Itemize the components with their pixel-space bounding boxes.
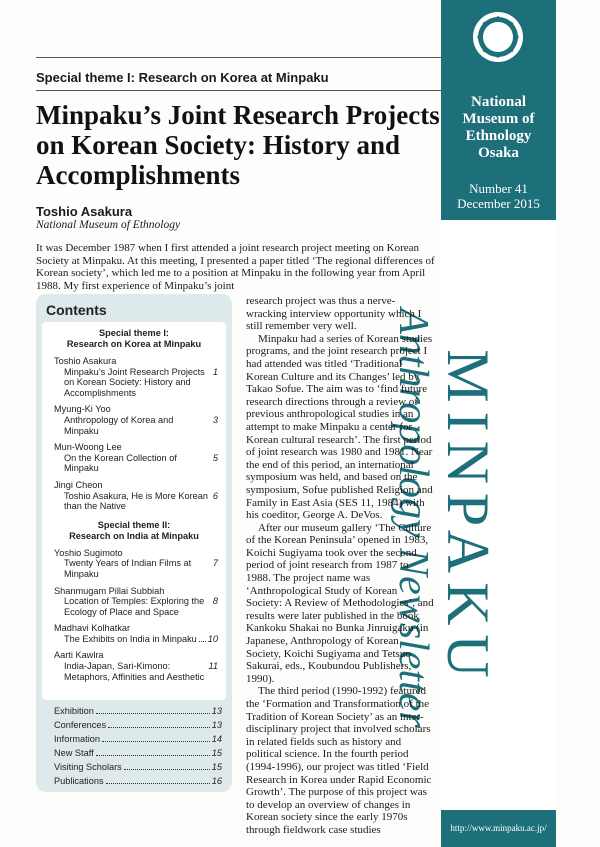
toc-entry-title: Anthropology of Korea and Minpaku	[64, 414, 174, 436]
toc-entry[interactable]	[54, 650, 218, 682]
toc-misc-label: Conferences	[54, 720, 107, 730]
masthead-subtitle: Anthropology Newsletter	[390, 308, 436, 728]
toc-list	[42, 548, 226, 683]
toc-entry-page: 7	[212, 558, 218, 569]
museum-line: National	[470, 94, 526, 110]
toc-misc-label: Publications	[54, 776, 104, 786]
toc-entry-author: Aarti Kawlra	[54, 650, 104, 661]
toc-entry-author: Shanmugam Pillai Subbiah	[54, 585, 165, 596]
toc-panel	[42, 322, 226, 700]
toc-entry-row	[54, 491, 218, 512]
toc-entry-page: 8	[212, 596, 218, 607]
toc-entry-row	[54, 661, 218, 682]
toc-section-line: Special theme I:	[99, 328, 169, 338]
toc-entry-title: Toshio Asakura, He is More Korean than the Native	[64, 490, 209, 512]
toc-entry-row	[54, 453, 218, 474]
article-lead-paragraph: It was December 1987 when I first attended a joint research project meeting on Korean Society at Minpaku. At this meeting, I presented a paper titled ‘The regional differences of Korean society’, which led me to a position at Minpaku in the following year from April 1988. My first experience of Minpaku’s joint	[36, 242, 435, 292]
toc-list	[42, 356, 226, 512]
toc-entry-author: Yoshio Sugimoto	[54, 547, 123, 558]
toc-misc-list	[54, 704, 222, 788]
contents-box	[36, 294, 232, 792]
toc-leader-dots	[96, 754, 210, 756]
toc-entry[interactable]	[54, 586, 218, 618]
toc-entry-author: Jingi Cheon	[54, 479, 103, 490]
toc-entry-page: 11	[208, 661, 218, 672]
divider	[36, 57, 441, 58]
toc-leader-dots	[96, 712, 210, 714]
toc-entry[interactable]	[54, 623, 218, 644]
toc-entry-page: 5	[212, 452, 218, 463]
toc-entry-title: Location of Temples: Exploring the Ecology of Place and Space	[64, 596, 205, 617]
toc-leader-dots	[108, 726, 210, 728]
toc-entry[interactable]	[54, 442, 218, 474]
toc-entry-title: India-Japan, Sari-Kimono: Metaphors, Affinities and Aesthetic	[64, 661, 205, 682]
toc-entry-author: Madhavi Kolhatkar	[54, 623, 131, 634]
article-paragraph: After our museum gallery ‘The Culture of the Korean Peninsula’ opened in 1983, Koichi Sugiyama took over the second period of joint research from 1987 to 1988. The project name was ‘Anthropological Study of Korean Society: A Review of Methodologies’, and results were later published in the book Kankoku Shakai no Bunka Jinruigaku (in Japanese, Anthropology of Korean Society, Koichi Sugiyama and Tetsuo Sakurai, eds., Koubundou Publishers, 1990).	[246, 521, 434, 685]
toc-misc-page: 16	[211, 776, 222, 786]
toc-entry[interactable]	[54, 548, 218, 580]
toc-section-line: Research on Korea at Minpaku	[66, 339, 202, 349]
article-paragraph: Minpaku had a series of Korean studies programs, and the joint research project I had attended was titled ‘Traditional Korean Culture and its Changes’ led by Takao Sofue. The aim was to ‘find future research directions through a review of previous anthropological studies in an attempt to make Minpaku a center for Korean cultural research’. The first period of joint research was 1980 and 1981. Near the end of this period, an international symposium was held, and based on the symposium, Sofue published Religion and Family in East Asia (SES 11, 1984) with his coeditor, George A. DeVos.	[246, 332, 433, 522]
issue-number: Number 41	[469, 181, 528, 196]
toc-misc-item[interactable]	[54, 760, 222, 774]
toc-entry-author: Toshio Asakura	[54, 356, 117, 366]
toc-entry-author: Myung-Ki Yoo	[54, 404, 111, 415]
article-title: Minpaku’s Joint Research Projects on Korean Society: History and Accomplishments	[36, 100, 440, 190]
museum-line: Ethnology	[465, 128, 532, 144]
website-url[interactable]: http://www.minpaku.ac.jp/	[441, 810, 556, 847]
toc-misc-label: New Staff	[54, 748, 94, 758]
masthead-band	[441, 0, 556, 220]
toc-misc-page: 14	[211, 734, 222, 744]
toc-section-heading	[42, 520, 226, 542]
toc-entry[interactable]	[54, 480, 218, 512]
toc-entry-row	[54, 415, 218, 436]
museum-line: Museum of	[462, 111, 535, 127]
toc-misc-item[interactable]	[54, 718, 222, 732]
toc-entry-page: 3	[212, 414, 218, 425]
toc-entry-title: Minpaku’s Joint Research Projects on Korean Society: History and Accomplishments	[64, 366, 205, 398]
toc-misc-item[interactable]	[54, 774, 222, 788]
toc-misc-page: 15	[211, 762, 222, 772]
divider	[36, 90, 441, 91]
article-author: Toshio Asakura	[36, 204, 133, 219]
toc-misc-label: Exhibition	[54, 706, 94, 716]
toc-misc-item[interactable]	[54, 746, 222, 760]
special-theme-heading: Special theme I: Research on Korea at Minpaku	[36, 70, 329, 85]
toc-entry-page: 1	[212, 366, 218, 377]
toc-leader-dots	[106, 782, 210, 784]
article-paragraph: The third period (1990-1992) featured the ‘Formation and Transformation of the Tradition of Korean Society’ as an inter-disciplinary project that involved scholars in related fields such as history and political science. In the fourth period (1994-1996), our project was titled ‘Field Research in Korea under Rapid Economic Growth’. The purpose of this project was to develop an overview of changes in Korean society since the early 1970s through fieldwork case studies	[246, 685, 432, 836]
toc-entry-page: 6	[212, 490, 218, 501]
toc-entry-row	[54, 367, 218, 399]
toc-entry-title: The Exhibits on India in Minpaku	[64, 633, 197, 644]
author-affiliation: National Museum of Ethnology	[36, 219, 181, 231]
museum-name	[441, 94, 556, 162]
toc-entry-author: Mun-Woong Lee	[54, 442, 122, 453]
toc-leader-dots	[102, 740, 210, 742]
article-column	[246, 295, 434, 837]
toc-entry-row	[54, 596, 218, 617]
toc-entry-title: Twenty Years of Indian Films at Minpaku	[64, 558, 192, 579]
article-paragraph: research project was thus a nerve-wracking interview opportunity which I still remember very well.	[246, 295, 422, 333]
toc-misc-item[interactable]	[54, 732, 222, 746]
toc-misc-label: Visiting Scholars	[54, 762, 122, 772]
toc-misc-page: 13	[211, 720, 222, 730]
toc-entry-page: 10	[207, 633, 218, 644]
museum-line: Osaka	[478, 145, 519, 161]
masthead-title-area	[390, 220, 556, 847]
toc-leader-dots	[124, 768, 210, 770]
toc-entry-title: On the Korean Collection of Minpaku	[64, 452, 177, 474]
toc-entry-row	[54, 558, 218, 579]
toc-section-line: Special theme II:	[97, 519, 171, 530]
contents-heading: Contents	[46, 302, 107, 318]
toc-section-line: Research on India at Minpaku	[69, 530, 199, 541]
toc-entry[interactable]	[54, 356, 218, 398]
issue-date: December 2015	[457, 196, 540, 211]
toc-misc-page: 15	[211, 748, 222, 758]
toc-leader-dots	[199, 640, 206, 642]
issue-info	[441, 181, 556, 211]
toc-entry-row	[54, 634, 218, 645]
toc-misc-label: Information	[54, 734, 100, 744]
toc-misc-item[interactable]	[54, 704, 222, 718]
masthead-title: MINPAKU	[435, 349, 501, 687]
minpaku-logo-icon	[471, 10, 525, 64]
toc-misc-page: 13	[211, 706, 222, 716]
toc-entry[interactable]	[54, 404, 218, 436]
toc-section-heading	[42, 328, 226, 350]
